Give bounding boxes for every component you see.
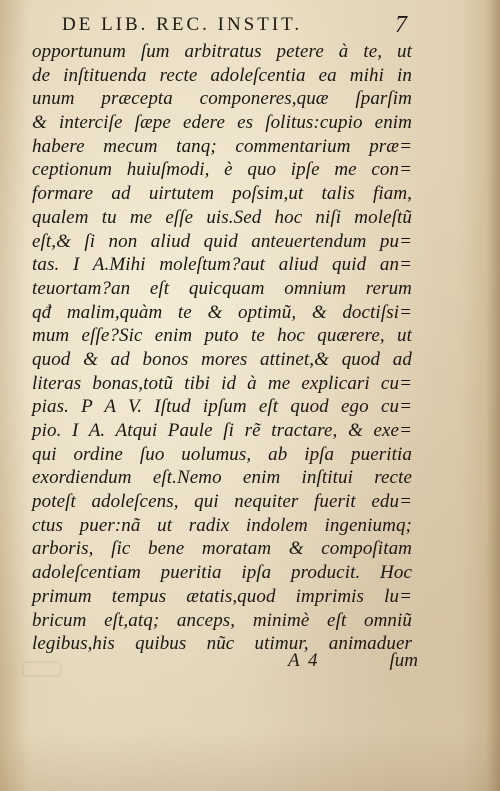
text-line: & interciſe ſæpe edere es ſolitus:cupio enim <box>32 112 412 134</box>
text-line: literas bonas,totũ tibi id à me explicari cu= <box>32 372 412 394</box>
text-line: teuortam?an eſt quicquam omnium rerum <box>32 277 412 299</box>
text-line: quod & ad bonos mores attinet,& quod ad <box>32 348 412 370</box>
text-line: primum tempus ætatis,quod imprimis lu= <box>32 585 412 607</box>
page-bottom-shadow <box>0 731 500 791</box>
signature-mark: A 4 <box>288 650 320 671</box>
text-line: poteſt adoleſcens, qui nequiter fuerit edu= <box>32 491 412 513</box>
page-footer <box>288 650 418 678</box>
catchword: ſum <box>389 650 418 671</box>
text-line: qualem tu me eſſe uis.Sed hoc niſi moleſtũ <box>32 206 412 228</box>
text-line: exordiendum eſt.Nemo enim inſtitui recte <box>32 467 412 489</box>
text-line: qđ malim,quàm te & optimũ, & doctiſsi= <box>32 301 412 323</box>
text-line: de inſtituenda recte adoleſcentia ea mihi in <box>32 64 412 86</box>
text-line: arboris, ſic bene moratam & compoſitam <box>32 538 412 560</box>
text-line: legibus,his quibus nũc utimur, animaduer <box>32 633 412 655</box>
page-number: 7 <box>395 12 407 38</box>
text-line: mum eſſe?Sic enim puto te hoc quærere, ut <box>32 325 412 347</box>
faded-stamp-mark <box>22 660 62 678</box>
text-line: bricum eſt,atq; anceps, minimè eſt omniũ <box>32 609 412 631</box>
text-line: eſt,& ſi non aliud quid anteuertendum pu= <box>32 230 412 252</box>
text-line: qui ordine ſuo uolumus, ab ipſa pueritia <box>32 443 412 465</box>
text-line: ceptionum huiuſmodi, è quo ipſe me con= <box>32 159 412 181</box>
text-line: pio. I A. Atqui Paule ſi rẽ tractare, & exe= <box>32 420 412 441</box>
page-header <box>62 14 407 38</box>
text-line: unum præcepta componeres,quæ ſparſim <box>32 88 412 110</box>
text-line: formare ad uirtutem poſsim,ut talis fiam, <box>32 183 412 205</box>
text-line: pias. P A V. Iſtud ipſum eſt quod ego cu= <box>32 396 412 418</box>
text-line: tas. I A.Mihi moleſtum?aut aliud quid an= <box>32 254 412 276</box>
page-edge-shadow <box>486 0 500 791</box>
text-line: adoleſcentiam pueritia ipſa producit. Hoc <box>32 562 412 584</box>
body-text <box>32 40 412 656</box>
text-line: habere mecum tanq; commentarium præ= <box>32 135 412 157</box>
text-line: opportunum ſum arbitratus petere à te, ut <box>32 41 412 62</box>
running-head: DE LIB. REC. INSTIT. <box>62 14 303 35</box>
text-line: ctus puer:nã ut radix indolem ingeniumq; <box>32 514 412 536</box>
